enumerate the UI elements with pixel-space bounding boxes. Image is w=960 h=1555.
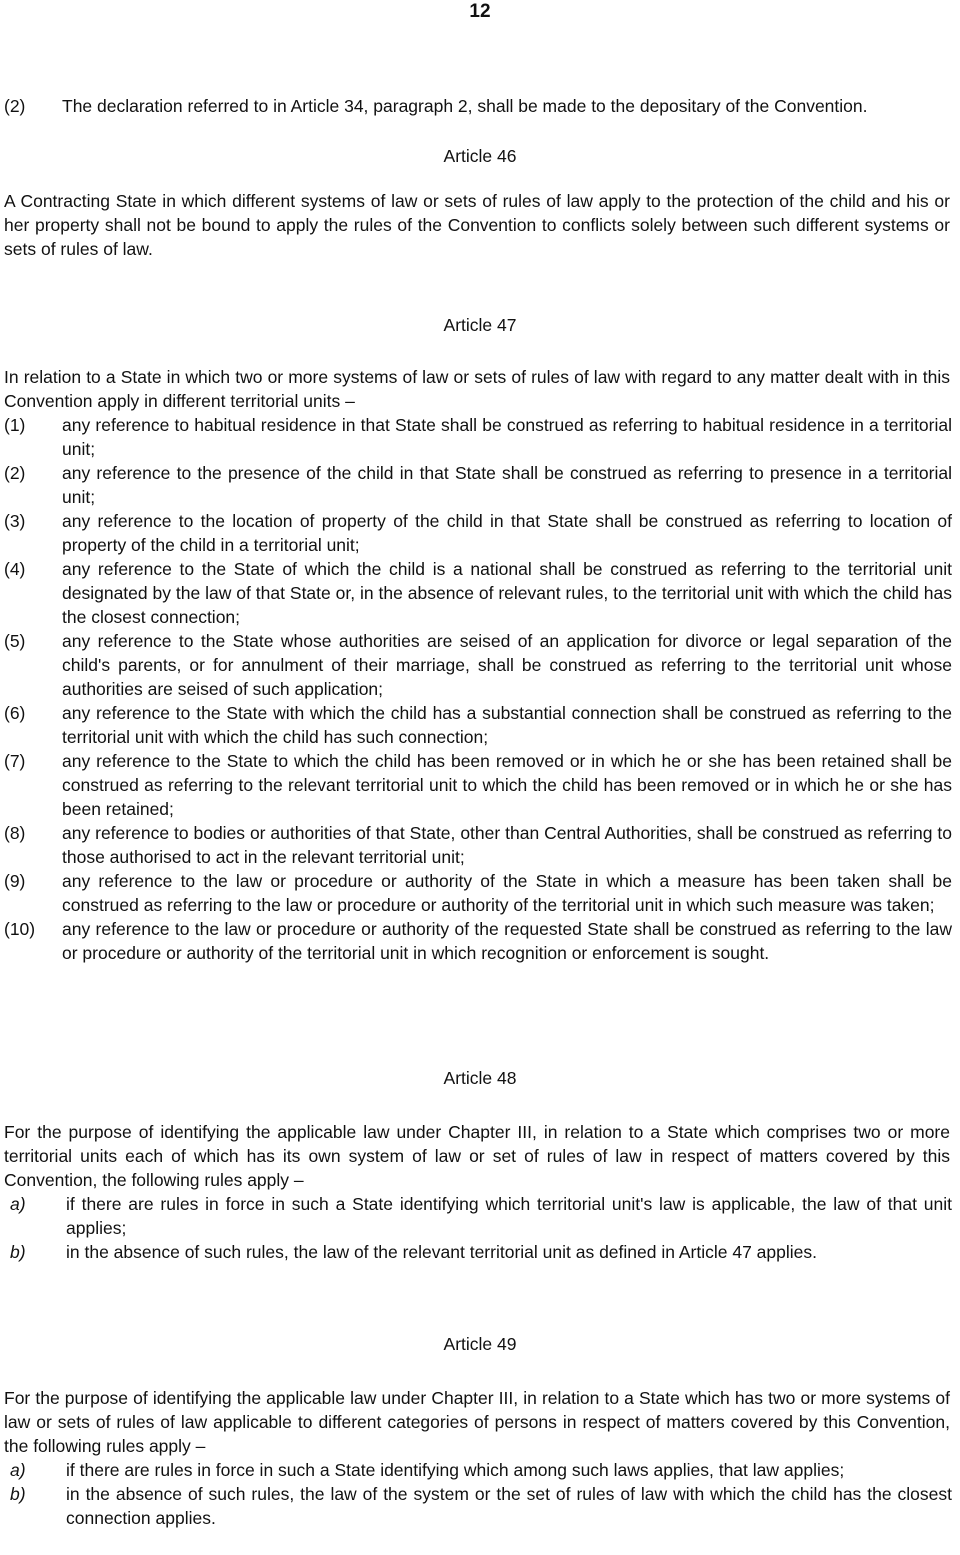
item-number: (1) xyxy=(4,415,26,435)
item-letter: a) xyxy=(10,1460,26,1480)
item-text: any reference to the law or procedure or authority of the State in which a measure has been taken shall be construed as referring to the law or procedure or authority of the territorial unit in which such measure was taken; xyxy=(62,871,952,915)
item-text: any reference to habitual residence in that State shall be construed as referring to habitual residence in a territorial unit; xyxy=(62,415,952,459)
item-text: any reference to the location of property of the child in that State shall be construed as referring to location of property of the child in a territorial unit; xyxy=(62,511,952,555)
article-heading: Article 49 xyxy=(443,1334,517,1354)
article-heading: Article 48 xyxy=(443,1068,517,1088)
item-text: if there are rules in force in such a State identifying which territorial unit's law is applicable, the law of that unit applies; xyxy=(66,1194,952,1238)
page-number: 12 xyxy=(469,1,491,22)
item-number: (5) xyxy=(4,631,26,651)
article-46 xyxy=(0,144,960,261)
item-number: (6) xyxy=(4,703,26,723)
article-49 xyxy=(0,1332,960,1530)
list-item xyxy=(0,749,960,821)
item-number: (4) xyxy=(4,559,26,579)
list-item xyxy=(0,94,960,118)
article-intro: In relation to a State in which two or more systems of law or sets of rules of law with regard to any matter dealt with in this Convention apply in different territorial units – xyxy=(4,367,950,411)
article-intro: For the purpose of identifying the applicable law under Chapter III, in relation to a State which comprises two or more territorial units each of which has its own system of law or set of rules of law in respect of matters covered by this Convention, the following rules apply – xyxy=(4,1122,950,1190)
article-heading: Article 46 xyxy=(443,146,517,166)
item-number: (3) xyxy=(4,511,26,531)
item-text: any reference to the State to which the child has been removed or in which he or she has been retained shall be construed as referring to the relevant territorial unit to which the child has been removed or in which he or she has been retained; xyxy=(62,751,952,819)
list-item xyxy=(0,1482,960,1530)
item-text: The declaration referred to in Article 34, paragraph 2, shall be made to the depositary of the Convention. xyxy=(62,96,868,116)
list-item xyxy=(0,1192,960,1240)
article-47 xyxy=(0,313,960,965)
list-item xyxy=(0,701,960,749)
article-intro: For the purpose of identifying the applicable law under Chapter III, in relation to a State which has two or more systems of law or sets of rules of law applicable to different categories of persons in respect of matters covered by this Convention, the following rules apply – xyxy=(4,1388,950,1456)
item-text: any reference to the presence of the child in that State shall be construed as referring to presence in a territorial unit; xyxy=(62,463,952,507)
item-number: (2) xyxy=(4,463,26,483)
item-number: (9) xyxy=(4,871,26,891)
list-item xyxy=(0,509,960,557)
item-text: any reference to the State of which the child is a national shall be construed as referring to the territorial unit designated by the law of that State or, in the absence of relevant rules, to the territorial unit with which the child has the closest connection; xyxy=(62,559,952,627)
item-number: (2) xyxy=(4,96,26,116)
intro-clause xyxy=(0,94,960,118)
item-text: any reference to the law or procedure or authority of the requested State shall be construed as referring to the law or procedure or authority of the territorial unit in which recognition or enforcement is sought. xyxy=(62,919,952,963)
article-body: A Contracting State in which different systems of law or sets of rules of law apply to the protection of the child and his or her property shall not be bound to apply the rules of the Convention to conflicts solely between such different systems or sets of rules of law. xyxy=(4,191,950,259)
list-item xyxy=(0,1458,960,1482)
item-text: in the absence of such rules, the law of the relevant territorial unit as defined in Article 47 applies. xyxy=(66,1242,817,1262)
item-text: any reference to bodies or authorities of that State, other than Central Authorities, shall be construed as referring to those authorised to act in the relevant territorial unit; xyxy=(62,823,952,867)
list-item xyxy=(0,821,960,869)
item-text: in the absence of such rules, the law of the system or the set of rules of law with which the child has the closest connection applies. xyxy=(66,1484,952,1528)
list-item xyxy=(0,917,960,965)
item-number: (10) xyxy=(4,919,36,939)
list-item xyxy=(0,869,960,917)
list-item xyxy=(0,629,960,701)
item-text: if there are rules in force in such a State identifying which among such laws applies, that law applies; xyxy=(66,1460,845,1480)
article-heading: Article 47 xyxy=(443,315,517,335)
list-item xyxy=(0,461,960,509)
list-item xyxy=(0,1240,960,1264)
item-letter: b) xyxy=(10,1484,26,1504)
item-number: (7) xyxy=(4,751,26,771)
item-letter: a) xyxy=(10,1194,26,1214)
item-letter: b) xyxy=(10,1242,26,1262)
list-item xyxy=(0,413,960,461)
item-number: (8) xyxy=(4,823,26,843)
item-text: any reference to the State with which the child has a substantial connection shall be construed as referring to the territorial unit with which the child has such connection; xyxy=(62,703,952,747)
article-48 xyxy=(0,1066,960,1264)
list-item xyxy=(0,557,960,629)
item-text: any reference to the State whose authorities are seised of an application for divorce or legal separation of the child's parents, or for annulment of their marriage, shall be construed as referring to the territorial unit whose authorities are seised of such application; xyxy=(62,631,952,699)
